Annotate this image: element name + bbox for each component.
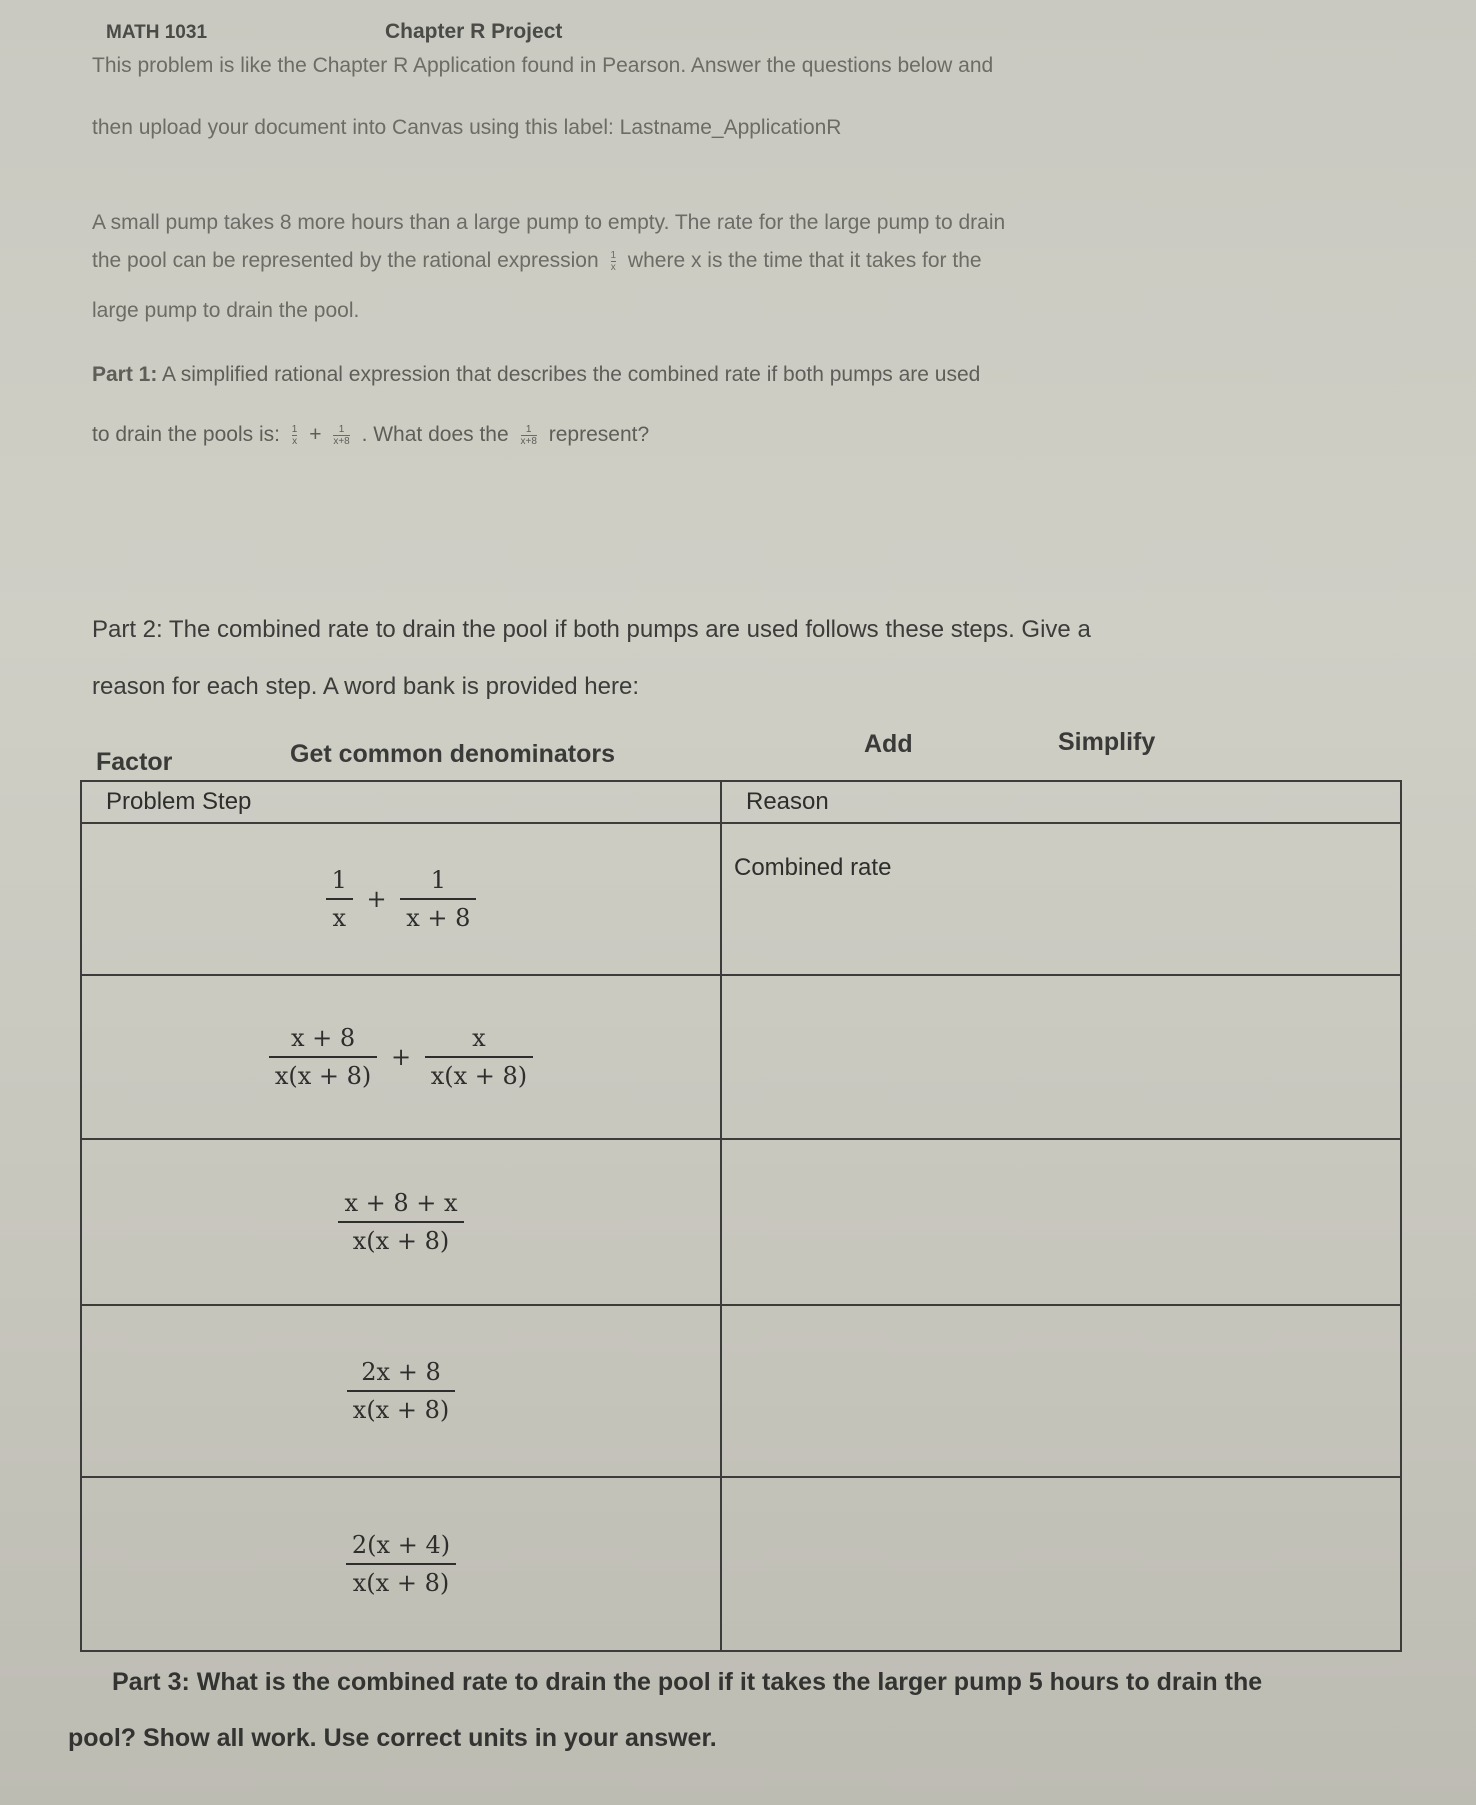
part1-fraction-2-den: x+8 [333,436,350,447]
word-bank-factor: Factor [96,748,173,776]
part3-line-1: Part 3: What is the combined rate to drain the pool if it takes the larger pump 5 hours to drain the [112,1668,1263,1696]
fraction-numerator: 1 [331,866,347,894]
problem-text-a: the pool can be represented by the rational expression [92,249,599,273]
problem-line-2 [92,250,1392,273]
part1-text-a: A simplified rational expression that describes the combined rate if both pumps are used [162,363,981,386]
part1-question-fraction [521,424,537,447]
part1-fraction-2-num: 1 [338,424,345,435]
fraction-denominator: x [326,898,353,932]
table-header-row [81,781,1401,823]
course-code: MATH 1031 [106,22,208,43]
part1-text-c: . What does the [361,423,509,447]
chapter-title: Chapter R Project [385,20,563,43]
part1-fraction-1 [292,424,298,447]
step-cell [81,1477,721,1651]
fraction-denominator: x(x + 8) [338,1221,463,1255]
part1-question-fraction-num: 1 [525,424,532,435]
fraction-denominator: x(x + 8) [347,1390,455,1424]
word-bank-add: Add [864,730,913,758]
fraction [269,1024,377,1090]
fraction-denominator: x(x + 8) [425,1056,533,1090]
intro-line-2: then upload your document into Canvas using this label: Lastname_ApplicationR [92,116,842,139]
step-cell [81,1139,721,1305]
header-problem-step: Problem Step [81,781,721,823]
problem-text-b: where x is the time that it takes for the [627,249,982,273]
plus-sign: + [366,885,387,913]
fraction-denominator: x(x + 8) [269,1056,377,1090]
reason-cell[interactable] [721,1139,1401,1305]
part1-fraction-2 [333,424,349,447]
table-row [81,1139,1401,1305]
fraction-numerator: 1 [430,866,446,894]
fraction [400,866,476,932]
step-cell [81,975,721,1139]
table-row [81,823,1401,975]
part1-line-2 [92,424,1392,447]
problem-line-1: A small pump takes 8 more hours than a large pump to empty. The rate for the large pump to drain [92,211,1006,234]
reason-cell[interactable] [721,1477,1401,1651]
fraction [338,1189,463,1255]
fraction-numerator: x + 8 [290,1024,356,1052]
part1-label: Part 1: [92,363,158,386]
part1-fraction-1-den: x [292,436,298,447]
part2-line-1: Part 2: The combined rate to drain the pool if both pumps are used follows these steps. Give a [92,616,1091,643]
problem-line-3: large pump to drain the pool. [92,299,360,322]
part1-text-b: to drain the pools is: [92,423,280,447]
step-cell [81,1305,721,1477]
rate-fraction [611,250,617,273]
reason-cell[interactable]: Combined rate [721,823,1401,975]
plus-sign: + [390,1043,412,1071]
reason-cell[interactable] [721,975,1401,1139]
part1-line-1 [92,364,1392,385]
fraction [326,866,353,932]
table-row [81,1305,1401,1477]
intro-line-1: This problem is like the Chapter R Application found in Pearson. Answer the questions below and [92,54,994,77]
rate-fraction-den: x [610,262,616,273]
rate-fraction-num: 1 [610,250,617,261]
table-row [81,1477,1401,1651]
part1-question-fraction-den: x+8 [520,436,537,447]
part1-fraction-1-num: 1 [291,424,298,435]
step-cell [81,823,721,975]
fraction [347,1358,455,1424]
part1-plus: + [309,423,322,447]
word-bank-simplify: Simplify [1058,728,1156,756]
header-reason: Reason [721,781,1401,823]
fraction-denominator: x + 8 [400,898,476,932]
fraction-numerator: 2x + 8 [361,1358,441,1386]
part2-line-2: reason for each step. A word bank is provided here: [92,673,639,700]
table-row [81,975,1401,1139]
fraction-numerator: x [472,1024,486,1052]
part3-line-2: pool? Show all work. Use correct units in your answer. [68,1724,717,1752]
fraction-numerator: x + 8 + x [344,1189,458,1217]
fraction [346,1531,456,1597]
fraction [425,1024,533,1090]
reason-cell[interactable] [721,1305,1401,1477]
fraction-denominator: x(x + 8) [346,1563,456,1597]
part1-text-d: represent? [548,423,650,447]
fraction-numerator: 2(x + 4) [351,1531,451,1559]
steps-table [80,780,1402,1652]
word-bank-common-denominators: Get common denominators [290,740,616,768]
